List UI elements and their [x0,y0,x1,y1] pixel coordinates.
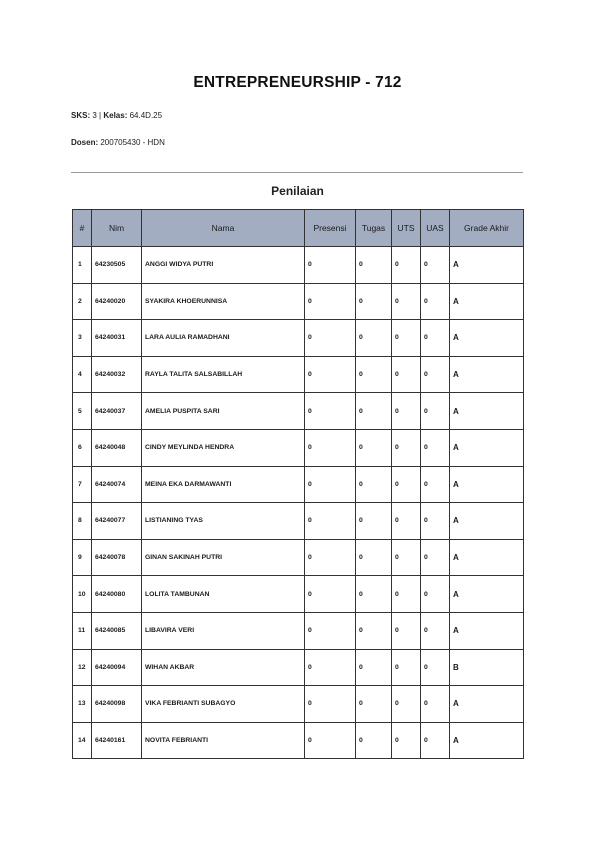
cell-uas: 0 [421,393,450,430]
col-header-uas: UAS [421,210,450,247]
cell-presensi: 0 [305,466,356,503]
cell-nim: 64240080 [92,576,142,613]
cell-uas: 0 [421,576,450,613]
cell-uts: 0 [392,503,421,540]
cell-presensi: 0 [305,429,356,466]
course-info-line [71,111,162,120]
cell-grade: A [450,539,524,576]
table-row [73,612,524,649]
cell-nim: 64240020 [92,283,142,320]
cell-tugas: 0 [356,722,392,759]
cell-uas: 0 [421,649,450,686]
cell-uas: 0 [421,320,450,357]
cell-nim: 64240094 [92,649,142,686]
table-header-row [73,210,524,247]
cell-no: 5 [73,393,92,430]
table-row [73,576,524,613]
cell-uas: 0 [421,612,450,649]
cell-presensi: 0 [305,539,356,576]
cell-uts: 0 [392,649,421,686]
cell-nim: 64240085 [92,612,142,649]
cell-grade: B [450,649,524,686]
cell-nama: MEINA EKA DARMAWANTI [142,466,305,503]
cell-grade: A [450,283,524,320]
cell-no: 10 [73,576,92,613]
cell-nim: 64240037 [92,393,142,430]
cell-presensi: 0 [305,283,356,320]
cell-uts: 0 [392,539,421,576]
cell-uts: 0 [392,283,421,320]
cell-uts: 0 [392,393,421,430]
cell-nama: WIHAN AKBAR [142,649,305,686]
cell-nama: GINAN SAKINAH PUTRI [142,539,305,576]
lecturer-info-line [71,138,165,147]
cell-no: 2 [73,283,92,320]
col-header-presensi: Presensi [305,210,356,247]
cell-no: 9 [73,539,92,576]
cell-uts: 0 [392,722,421,759]
kelas-label: Kelas: [103,111,128,120]
cell-tugas: 0 [356,503,392,540]
cell-nama: CINDY MEYLINDA HENDRA [142,429,305,466]
cell-tugas: 0 [356,649,392,686]
cell-nama: AMELIA PUSPITA SARI [142,393,305,430]
cell-tugas: 0 [356,576,392,613]
cell-nim: 64230505 [92,247,142,284]
sks-label: SKS: [71,111,91,120]
table-row [73,356,524,393]
cell-no: 1 [73,247,92,284]
cell-no: 4 [73,356,92,393]
cell-uts: 0 [392,576,421,613]
cell-grade: A [450,393,524,430]
cell-nama: SYAKIRA KHOERUNNISA [142,283,305,320]
cell-nama: LARA AULIA RAMADHANI [142,320,305,357]
dosen-value: 200705430 - HDN [100,138,165,147]
col-header-no: # [73,210,92,247]
cell-nim: 64240077 [92,503,142,540]
table-row [73,503,524,540]
col-header-tugas: Tugas [356,210,392,247]
cell-no: 11 [73,612,92,649]
cell-uts: 0 [392,247,421,284]
cell-uts: 0 [392,320,421,357]
cell-uas: 0 [421,429,450,466]
cell-tugas: 0 [356,393,392,430]
cell-tugas: 0 [356,247,392,284]
cell-tugas: 0 [356,356,392,393]
cell-no: 12 [73,649,92,686]
cell-nim: 64240078 [92,539,142,576]
cell-presensi: 0 [305,576,356,613]
cell-uas: 0 [421,283,450,320]
cell-presensi: 0 [305,320,356,357]
table-row [73,320,524,357]
cell-presensi: 0 [305,247,356,284]
cell-grade: A [450,247,524,284]
cell-nama: RAYLA TALITA SALSABILLAH [142,356,305,393]
cell-grade: A [450,356,524,393]
cell-nim: 64240161 [92,722,142,759]
cell-grade: A [450,612,524,649]
cell-uts: 0 [392,686,421,723]
col-header-nim: Nim [92,210,142,247]
table-row [73,247,524,284]
table-row [73,393,524,430]
cell-uts: 0 [392,612,421,649]
cell-grade: A [450,503,524,540]
cell-nim: 64240048 [92,429,142,466]
cell-tugas: 0 [356,686,392,723]
col-header-uts: UTS [392,210,421,247]
table-row [73,283,524,320]
cell-grade: A [450,466,524,503]
cell-grade: A [450,429,524,466]
col-header-nama: Nama [142,210,305,247]
cell-tugas: 0 [356,320,392,357]
cell-tugas: 0 [356,539,392,576]
cell-uas: 0 [421,722,450,759]
cell-presensi: 0 [305,649,356,686]
cell-uas: 0 [421,503,450,540]
cell-presensi: 0 [305,393,356,430]
col-header-grade: Grade Akhir [450,210,524,247]
cell-tugas: 0 [356,466,392,503]
cell-nama: NOVITA FEBRIANTI [142,722,305,759]
cell-presensi: 0 [305,503,356,540]
cell-uts: 0 [392,429,421,466]
table-row [73,649,524,686]
table-row [73,539,524,576]
divider [71,172,523,173]
cell-uts: 0 [392,356,421,393]
cell-uas: 0 [421,686,450,723]
kelas-value: 64.4D.25 [129,111,163,120]
cell-presensi: 0 [305,722,356,759]
cell-nim: 64240032 [92,356,142,393]
table-row [73,686,524,723]
table-body [73,247,524,759]
table-row [73,722,524,759]
cell-no: 8 [73,503,92,540]
cell-uas: 0 [421,466,450,503]
cell-uas: 0 [421,539,450,576]
cell-no: 14 [73,722,92,759]
section-title: Penilaian [271,184,324,198]
cell-grade: A [450,576,524,613]
cell-nim: 64240031 [92,320,142,357]
cell-uas: 0 [421,356,450,393]
table-row [73,466,524,503]
cell-presensi: 0 [305,356,356,393]
cell-no: 13 [73,686,92,723]
cell-grade: A [450,320,524,357]
cell-no: 7 [73,466,92,503]
table-row [73,429,524,466]
cell-nama: LIBAVIRA VERI [142,612,305,649]
cell-tugas: 0 [356,283,392,320]
cell-nama: VIKA FEBRIANTI SUBAGYO [142,686,305,723]
cell-nim: 64240098 [92,686,142,723]
cell-nama: ANGGI WIDYA PUTRI [142,247,305,284]
cell-presensi: 0 [305,612,356,649]
cell-tugas: 0 [356,429,392,466]
page-title: ENTREPRENEURSHIP - 712 [193,74,402,91]
cell-nama: LISTIANING TYAS [142,503,305,540]
cell-tugas: 0 [356,612,392,649]
info-separator: | [99,111,102,120]
grades-table [72,209,524,759]
cell-uts: 0 [392,466,421,503]
cell-no: 3 [73,320,92,357]
cell-no: 6 [73,429,92,466]
cell-grade: A [450,722,524,759]
cell-nama: LOLITA TAMBUNAN [142,576,305,613]
cell-grade: A [450,686,524,723]
cell-presensi: 0 [305,686,356,723]
cell-nim: 64240074 [92,466,142,503]
sks-value: 3 [92,111,97,120]
dosen-label: Dosen: [71,138,99,147]
cell-uas: 0 [421,247,450,284]
